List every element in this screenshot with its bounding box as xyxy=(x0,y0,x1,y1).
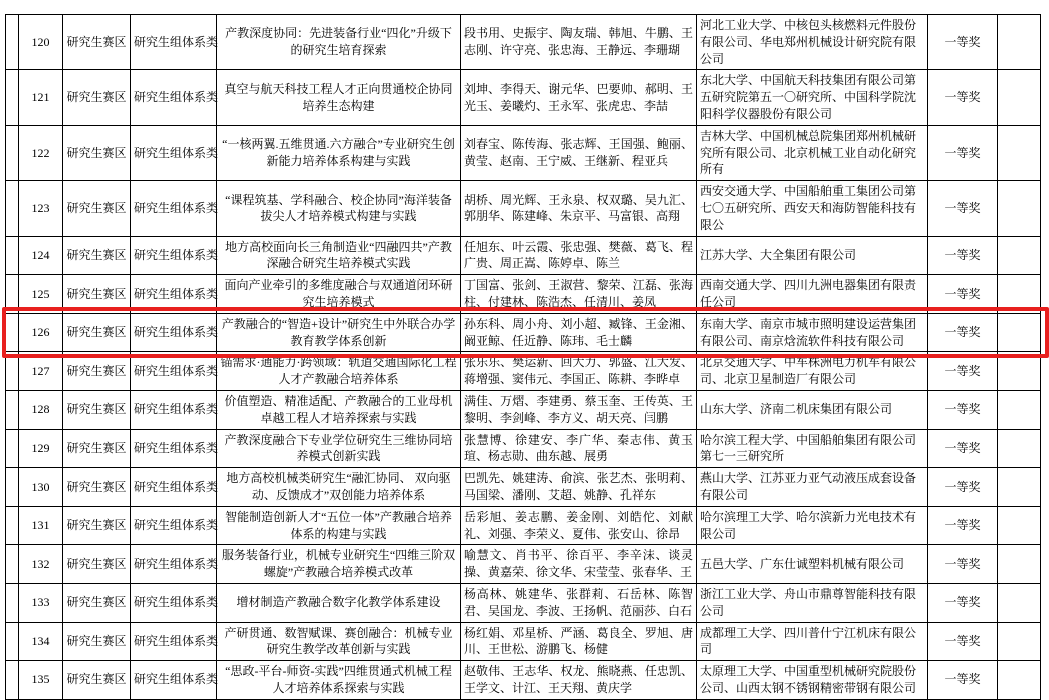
edge-left-cell xyxy=(6,352,19,391)
organizations-cell: 河北工业大学、中核包头核燃料元件股份有限公司、华电郑州机械设计研究院有限公司 xyxy=(697,15,928,70)
project-title-cell: 产教深度协同：先进装备行业“四化”升级下的研究生培育探索 xyxy=(217,15,461,70)
division-cell: 研究生赛区 xyxy=(63,661,131,700)
table-row xyxy=(6,181,1041,236)
edge-right-cell xyxy=(998,313,1041,352)
organizations-cell: 西安交通大学、中国船舶重工集团公司第七〇五研究所、西安天和海防智能科技有限公 xyxy=(697,181,928,236)
row-number-cell: 127 xyxy=(19,352,63,391)
award-cell: 一等奖 xyxy=(928,429,998,468)
award-cell: 一等奖 xyxy=(928,313,998,352)
edge-right-cell xyxy=(998,236,1041,275)
award-cell: 一等奖 xyxy=(928,506,998,545)
table-row xyxy=(6,429,1041,468)
participants-cell: 满佳、万熠、李建勇、蔡玉奎、王传英、王黎明、李剑峰、李方义、胡天亮、闫鹏 xyxy=(461,390,697,429)
project-title-cell: 产研贯通、数智赋课、赛创融合：机械专业研究生教学改革创新与实践 xyxy=(217,622,461,661)
award-cell: 一等奖 xyxy=(928,70,998,125)
project-title-cell: 面向产业牵引的多维度融合与双通道闭环研究生培养模式 xyxy=(217,275,461,314)
project-title-cell: “思政-平台-师资-实践”四维贯通式机械工程人才培养体系探索与实践 xyxy=(217,661,461,700)
table-row xyxy=(6,583,1041,622)
edge-right-cell xyxy=(998,583,1041,622)
edge-right-cell xyxy=(998,545,1041,584)
category-cell: 研究生组体系类 xyxy=(131,390,217,429)
organizations-cell: 江苏大学、大全集团有限公司 xyxy=(697,236,928,275)
table-row xyxy=(6,236,1041,275)
project-title-cell: 产教融合的“智造+设计”研究生中外联合办学教育教学体系创新 xyxy=(217,313,461,352)
participants-cell: 刘春宝、陈传海、张志辉、王国强、鲍丽、黄莹、赵南、王宁威、王继新、程亚兵 xyxy=(461,125,697,180)
table-row xyxy=(6,545,1041,584)
participants-cell: 赵敬伟、王志华、权龙、熊晓燕、任忠凯、王学文、计江、王天翔、黄庆学 xyxy=(461,661,697,700)
table-row xyxy=(6,70,1041,125)
category-cell: 研究生组体系类 xyxy=(131,125,217,180)
participants-cell: 岳彩旭、姜志鹏、姜金刚、刘皓佗、刘献礼、刘强、李荣义、夏伟、张安山、徐昂 xyxy=(461,506,697,545)
edge-left-cell xyxy=(6,236,19,275)
row-number-cell: 135 xyxy=(19,661,63,700)
organizations-cell: 北京交通大学、中车株洲电力机车有限公司、北京卫星制造厂有限公司 xyxy=(697,352,928,391)
edge-right-cell xyxy=(998,125,1041,180)
table-row xyxy=(6,622,1041,661)
row-number-cell: 131 xyxy=(19,506,63,545)
edge-right-cell xyxy=(998,429,1041,468)
division-cell: 研究生赛区 xyxy=(63,545,131,584)
participants-cell: 孙东科、周小舟、刘小超、臧锋、王金湘、阚亚鲸、任近静、陈玮、毛士麟 xyxy=(461,313,697,352)
table-row xyxy=(6,390,1041,429)
category-cell: 研究生组体系类 xyxy=(131,583,217,622)
award-cell: 一等奖 xyxy=(928,275,998,314)
row-number-cell: 121 xyxy=(19,70,63,125)
edge-left-cell xyxy=(6,468,19,507)
organizations-cell: 东北大学、中国航天科技集团有限公司第五研究院第五一〇研究所、中国科学院沈阳科学仪器股份有限公司 xyxy=(697,70,928,125)
row-number-cell: 130 xyxy=(19,468,63,507)
row-number-cell: 125 xyxy=(19,275,63,314)
division-cell: 研究生赛区 xyxy=(63,622,131,661)
edge-left-cell xyxy=(6,313,19,352)
edge-right-cell xyxy=(998,181,1041,236)
row-number-cell: 132 xyxy=(19,545,63,584)
organizations-cell: 浙江工业大学、舟山市鼎尊智能科技有限公司 xyxy=(697,583,928,622)
edge-left-cell xyxy=(6,125,19,180)
edge-right-cell xyxy=(998,390,1041,429)
award-cell: 一等奖 xyxy=(928,352,998,391)
division-cell: 研究生赛区 xyxy=(63,125,131,180)
table-row xyxy=(6,313,1041,352)
category-cell: 研究生组体系类 xyxy=(131,70,217,125)
organizations-cell: 吉林大学、中国机械总院集团郑州机械研究所有限公司、北京机械工业自动化研究所有 xyxy=(697,125,928,180)
project-title-cell: “一核两翼.五维贯通.六方融合”专业研究生创新能力培养体系构建与实践 xyxy=(217,125,461,180)
edge-right-cell xyxy=(998,15,1041,70)
edge-left-cell xyxy=(6,275,19,314)
award-cell: 一等奖 xyxy=(928,15,998,70)
division-cell: 研究生赛区 xyxy=(63,429,131,468)
row-number-cell: 126 xyxy=(19,313,63,352)
project-title-cell: 智能制造创新人才“五位一体”产教融合培养体系的构建与实践 xyxy=(217,506,461,545)
row-number-cell: 129 xyxy=(19,429,63,468)
table-row xyxy=(6,15,1041,70)
category-cell: 研究生组体系类 xyxy=(131,468,217,507)
project-title-cell: 服务装备行业，机械专业研究生“四维三阶双螺旋”产教融合培养模式改革 xyxy=(217,545,461,584)
edge-right-cell xyxy=(998,275,1041,314)
division-cell: 研究生赛区 xyxy=(63,275,131,314)
project-title-cell: “课程筑基、学科融合、校企协同”海洋装备拔尖人才培养模式构建与实践 xyxy=(217,181,461,236)
award-cell: 一等奖 xyxy=(928,468,998,507)
division-cell: 研究生赛区 xyxy=(63,352,131,391)
edge-right-cell xyxy=(998,506,1041,545)
participants-cell: 巴凯先、姚建涛、俞滨、张艺杰、张明莉、马国梁、潘刚、艾超、姚静、孔祥东 xyxy=(461,468,697,507)
table-row xyxy=(6,352,1041,391)
table-row xyxy=(6,468,1041,507)
edge-left-cell xyxy=(6,545,19,584)
category-cell: 研究生组体系类 xyxy=(131,506,217,545)
category-cell: 研究生组体系类 xyxy=(131,275,217,314)
edge-left-cell xyxy=(6,429,19,468)
division-cell: 研究生赛区 xyxy=(63,15,131,70)
category-cell: 研究生组体系类 xyxy=(131,181,217,236)
row-number-cell: 134 xyxy=(19,622,63,661)
project-title-cell: 增材制造产教融合数字化教学体系建设 xyxy=(217,583,461,622)
participants-cell: 张慧博、徐建安、李广华、秦志伟、黄玉瑄、杨志勋、曲东越、展勇 xyxy=(461,429,697,468)
award-cell: 一等奖 xyxy=(928,125,998,180)
participants-cell: 喻慧文、肖书平、徐百平、李辛沫、谈灵操、黄嘉荣、徐文华、宋莹莹、张春华、王 xyxy=(461,545,697,584)
edge-right-cell xyxy=(998,70,1041,125)
row-number-cell: 123 xyxy=(19,181,63,236)
division-cell: 研究生赛区 xyxy=(63,506,131,545)
project-title-cell: 地方高校机械类研究生“融汇协同、 双向驱动、反馈成才”双创能力培养体系 xyxy=(217,468,461,507)
table-row xyxy=(6,275,1041,314)
category-cell: 研究生组体系类 xyxy=(131,545,217,584)
organizations-cell: 山东大学、济南二机床集团有限公司 xyxy=(697,390,928,429)
edge-right-cell xyxy=(998,352,1041,391)
division-cell: 研究生赛区 xyxy=(63,236,131,275)
edge-left-cell xyxy=(6,390,19,429)
edge-left-cell xyxy=(6,70,19,125)
division-cell: 研究生赛区 xyxy=(63,468,131,507)
category-cell: 研究生组体系类 xyxy=(131,352,217,391)
organizations-cell: 太原理工大学、中国重型机械研究院股份公司、山西太钢不锈钢精密带钢有限公司 xyxy=(697,661,928,700)
organizations-cell: 东南大学、南京市城市照明建设运营集团有限公司、南京焓流软件科技有限公司 xyxy=(697,313,928,352)
category-cell: 研究生组体系类 xyxy=(131,313,217,352)
participants-cell: 胡桥、周光辉、王永泉、权双璐、吴九汇、郭朋华、陈建峰、朱京平、马富银、高翔 xyxy=(461,181,697,236)
row-number-cell: 128 xyxy=(19,390,63,429)
edge-right-cell xyxy=(998,661,1041,700)
participants-cell: 段书用、史振宇、陶友瑞、韩旭、牛鹏、王志刚、许守亮、张忠海、王静远、李珊瑚 xyxy=(461,15,697,70)
division-cell: 研究生赛区 xyxy=(63,583,131,622)
category-cell: 研究生组体系类 xyxy=(131,429,217,468)
row-number-cell: 122 xyxy=(19,125,63,180)
edge-right-cell xyxy=(998,622,1041,661)
row-number-cell: 120 xyxy=(19,15,63,70)
division-cell: 研究生赛区 xyxy=(63,181,131,236)
category-cell: 研究生组体系类 xyxy=(131,622,217,661)
table-row xyxy=(6,125,1041,180)
participants-cell: 刘坤、李得天、谢元华、巴要帅、郝明、王光玉、姜曦灼、王永军、张虎忠、李喆 xyxy=(461,70,697,125)
project-title-cell: 真空与航天科技工程人才正向贯通校企协同培养生态构建 xyxy=(217,70,461,125)
project-title-cell: 锚需求·通能力·跨领域：轨道交通国际化工程人才产教融合培养体系 xyxy=(217,352,461,391)
participants-cell: 张乐乐、樊运新、回大力、郭盛、江大发、蒋增强、窦伟元、李国正、陈耕、李晔卓 xyxy=(461,352,697,391)
edge-right-cell xyxy=(998,468,1041,507)
participants-cell: 杨红娟、邓星桥、严涵、葛良全、罗旭、唐川、王世松、游鹏飞、杨健 xyxy=(461,622,697,661)
division-cell: 研究生赛区 xyxy=(63,70,131,125)
category-cell: 研究生组体系类 xyxy=(131,15,217,70)
project-title-cell: 价值塑造、精准适配、产教融合的工业母机 卓越工程人才培养探索与实践 xyxy=(217,390,461,429)
table-row xyxy=(6,506,1041,545)
organizations-cell: 五邑大学、广东仕诚塑料机械有限公司 xyxy=(697,545,928,584)
award-cell: 一等奖 xyxy=(928,181,998,236)
edge-left-cell xyxy=(6,506,19,545)
award-table-body xyxy=(6,15,1041,700)
organizations-cell: 成都理工大学、四川普什宁江机床有限公司 xyxy=(697,622,928,661)
award-cell: 一等奖 xyxy=(928,236,998,275)
award-table xyxy=(5,14,1041,700)
category-cell: 研究生组体系类 xyxy=(131,236,217,275)
row-number-cell: 133 xyxy=(19,583,63,622)
edge-left-cell xyxy=(6,583,19,622)
award-cell: 一等奖 xyxy=(928,622,998,661)
participants-cell: 丁国富、张剑、王淑营、黎荣、江磊、张海柱、付建林、陈浩杰、任清川、姜凤 xyxy=(461,275,697,314)
participants-cell: 任旭东、叶云霞、张忠强、樊薇、葛飞、程广贵、周正嵩、陈婷卓、陈兰 xyxy=(461,236,697,275)
category-cell: 研究生组体系类 xyxy=(131,661,217,700)
organizations-cell: 燕山大学、江苏亚力亚气动液压成套设备有限公司 xyxy=(697,468,928,507)
table-row xyxy=(6,661,1041,700)
award-cell: 一等奖 xyxy=(928,583,998,622)
project-title-cell: 产教深度融合下专业学位研究生三维协同培养模式创新实践 xyxy=(217,429,461,468)
award-cell: 一等奖 xyxy=(928,390,998,429)
division-cell: 研究生赛区 xyxy=(63,390,131,429)
edge-left-cell xyxy=(6,661,19,700)
award-cell: 一等奖 xyxy=(928,661,998,700)
edge-left-cell xyxy=(6,15,19,70)
award-cell: 一等奖 xyxy=(928,545,998,584)
organizations-cell: 哈尔滨工程大学、中国船舶集团有限公司第七一三研究所 xyxy=(697,429,928,468)
organizations-cell: 哈尔滨理工大学、哈尔滨新力光电技术有限公司 xyxy=(697,506,928,545)
edge-left-cell xyxy=(6,622,19,661)
participants-cell: 杨高林、姚建华、张群莉、石岳林、陈智君、吴国龙、李波、王扬帆、范丽莎、白石 xyxy=(461,583,697,622)
organizations-cell: 西南交通大学、四川九洲电器集团有限责任公司 xyxy=(697,275,928,314)
project-title-cell: 地方高校面向长三角制造业“四融四共”产教深融合研究生培养模式实践 xyxy=(217,236,461,275)
division-cell: 研究生赛区 xyxy=(63,313,131,352)
edge-left-cell xyxy=(6,181,19,236)
row-number-cell: 124 xyxy=(19,236,63,275)
